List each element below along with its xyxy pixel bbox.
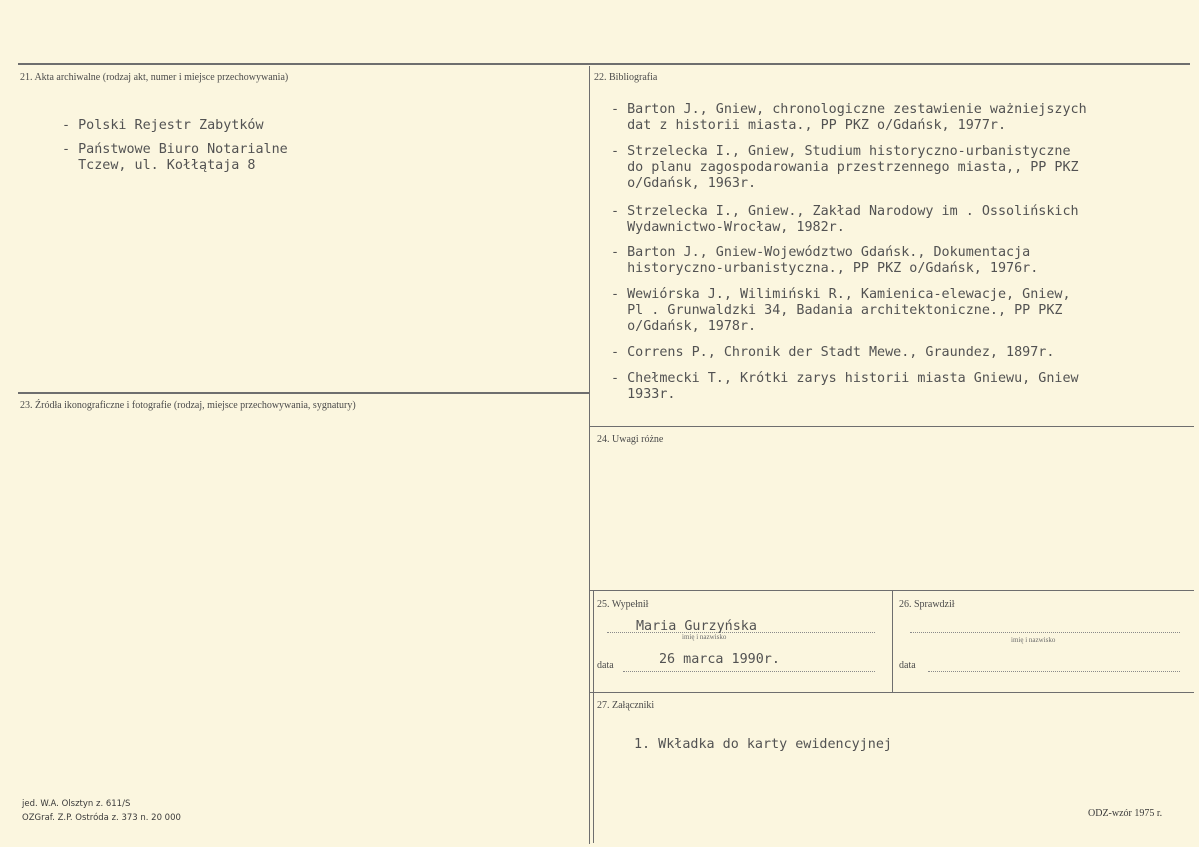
filled-by-name: Maria Gurzyńska — [636, 619, 757, 634]
filled-by-name-caption: imię i nazwisko — [682, 633, 727, 641]
bibliography-item: - Barton J., Gniew, chronologiczne zestawienie ważniejszych dat z historii miasta., PP PKZ o/Gdańsk, 1977r. — [611, 102, 1087, 133]
checked-by-name-line — [910, 632, 1180, 633]
section-26-label: 26. Sprawdził — [899, 599, 955, 610]
left-mid-rule — [18, 392, 589, 394]
right-rule-27 — [590, 692, 1194, 693]
section-24-label: 24. Uwagi różne — [597, 434, 664, 445]
right-rule-24 — [590, 426, 1194, 427]
bibliography-item: - Strzelecka I., Gniew., Zakład Narodowy im . Ossolińskich Wydawnictwo-Wrocław, 1982r. — [611, 204, 1079, 235]
attachment-item: 1. Wkładka do karty ewidencyjnej — [634, 737, 892, 752]
checked-by-date-line — [928, 671, 1180, 672]
print-info-line-1: jed. W.A. Olsztyn z. 611/S — [22, 799, 131, 809]
section-21-item: - Państwowe Biuro Notarialne Tczew, ul. Kołłątaja 8 — [62, 142, 288, 173]
center-divider — [589, 66, 590, 844]
signature-divider — [892, 591, 893, 692]
bibliography-item: - Barton J., Gniew-Województwo Gdańsk., Dokumentacja historyczno-urbanistyczna., PP PKZ o/Gdańsk, 1976r. — [611, 245, 1039, 276]
bibliography-item: - Chełmecki T., Krótki zarys historii miasta Gniewu, Gniew 1933r. — [611, 371, 1079, 402]
form-id: ODZ-wzór 1975 r. — [1088, 808, 1163, 819]
filled-by-date: 26 marca 1990r. — [659, 652, 780, 667]
bibliography-item: - Wewiórska J., Wilimiński R., Kamienica-elewacje, Gniew, Pl . Grunwaldzki 34, Badania architektoniczne., PP PKZ o/Gdańsk, 1978r. — [611, 287, 1071, 334]
print-info-line-2: OZGraf. Z.P. Ostróda z. 373 n. 20 000 — [22, 813, 181, 823]
filled-by-date-line — [623, 671, 875, 672]
section-27-label: 27. Załączniki — [597, 700, 655, 711]
section-22-label: 22. Bibliografia — [594, 72, 658, 83]
section-21-item: - Polski Rejestr Zabytków — [62, 118, 264, 133]
section-23-label: 23. Źródła ikonograficzne i fotografie (rodzaj, miejsce przechowywania, sygnatury) — [20, 400, 356, 411]
checked-by-date-label: data — [899, 660, 916, 671]
checked-by-name-caption: imię i nazwisko — [1011, 636, 1056, 644]
bibliography-item: - Correns P., Chronik der Stadt Mewe., Graundez, 1897r. — [611, 345, 1055, 360]
left-margin-rule — [593, 591, 594, 843]
top-rule — [18, 63, 1190, 65]
filled-by-name-line — [607, 632, 875, 633]
section-25-label: 25. Wypełnił — [597, 599, 649, 610]
filled-by-date-label: data — [597, 660, 614, 671]
bibliography-item: - Strzelecka I., Gniew, Studium historyczno-urbanistyczne do planu zagospodarowania przestrzennego miasta,, PP PKZ o/Gdańsk, 1963r. — [611, 144, 1079, 191]
section-21-label: 21. Akta archiwalne (rodzaj akt, numer i miejsce przechowywania) — [20, 72, 289, 83]
